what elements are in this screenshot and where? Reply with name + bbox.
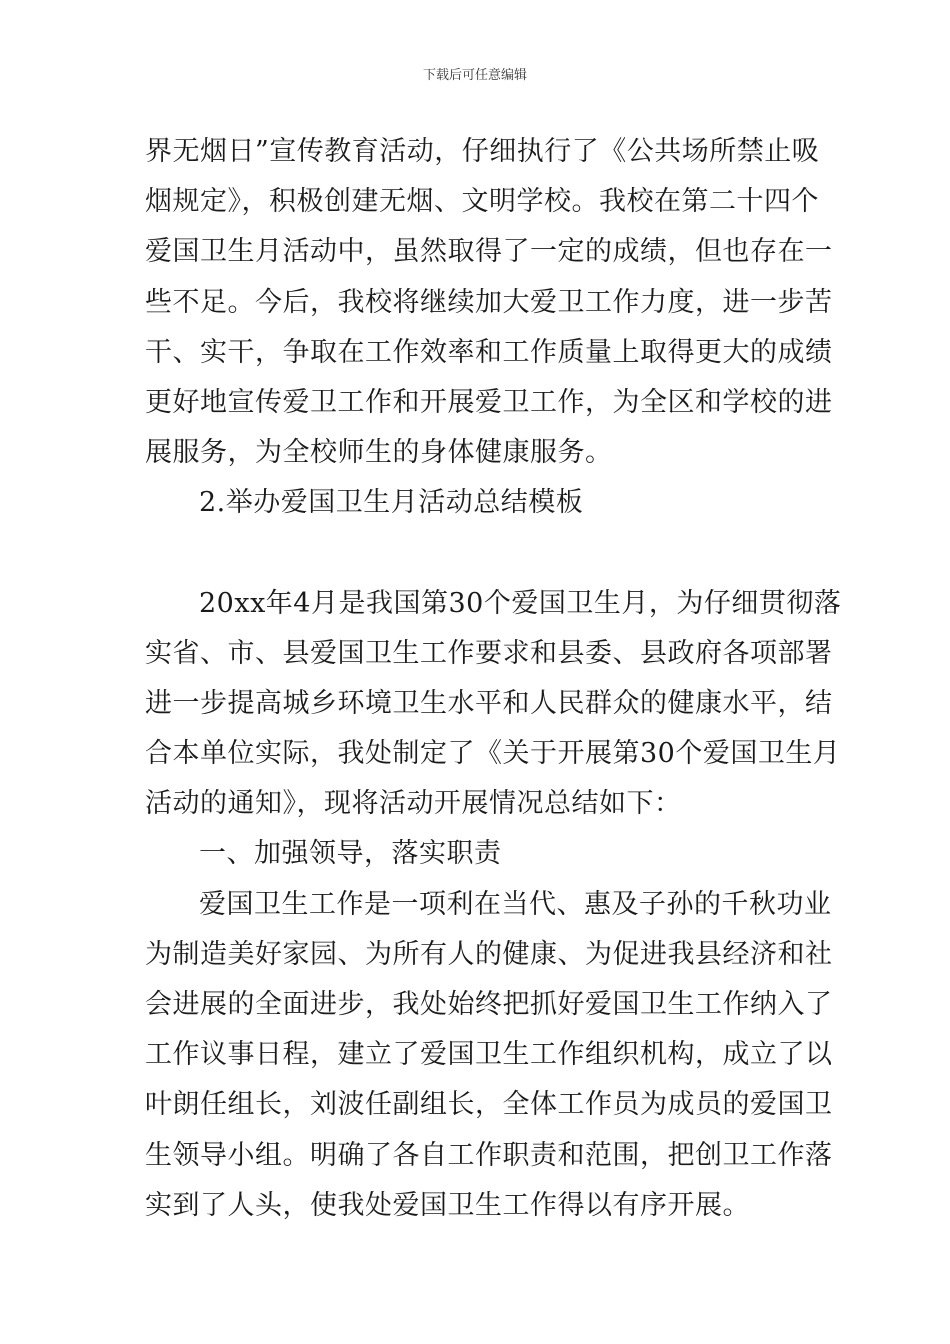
paragraph-line: 生领导小组。明确了各自工作职责和范围，把创卫工作落 — [145, 1139, 833, 1171]
blank-line — [145, 529, 810, 579]
paragraph-line: 爱国卫生月活动中，虽然取得了一定的成绩，但也存在一 — [145, 236, 833, 268]
paragraph-line: 更好地宣传爱卫工作和开展爱卫工作，为全区和学校的进 — [145, 386, 833, 418]
paragraph-line: 活动的通知》，现将活动开展情况总结如下： — [145, 788, 682, 820]
paragraph-line: 烟规定》，积极创建无烟、文明学校。我校在第二十四个 — [145, 186, 819, 218]
paragraph-line: 工作议事日程，建立了爱国卫生工作组织机构，成立了以 — [145, 1039, 833, 1071]
subheading: 一、加强领导，落实职责 — [199, 838, 502, 870]
paragraph-line: 实省、市、县爱国卫生工作要求和县委、县政府各项部署 — [145, 637, 833, 669]
paragraph-line: 干、实干，争取在工作效率和工作质量上取得更大的成绩 — [145, 336, 833, 368]
paragraph-line: 实到了人头，使我处爱国卫生工作得以有序开展。 — [145, 1189, 750, 1221]
paragraph-line: 界无烟日”宣传教育活动，仔细执行了《公共场所禁止吸 — [145, 136, 820, 167]
paragraph-line: 为制造美好家园、为所有人的健康、为促进我县经济和社 — [145, 938, 833, 970]
paragraph-line: 叶朗任组长，刘波任副组长，全体工作员为成员的爱国卫 — [145, 1089, 833, 1121]
paragraph-line: 进一步提高城乡环境卫生水平和人民群众的健康水平，结 — [145, 687, 833, 719]
paragraph-line: 20xx年4月是我国第30个爱国卫生月，为仔细贯彻落 — [199, 587, 842, 619]
paragraph-line: 会进展的全面进步，我处始终把抓好爱国卫生工作纳入了 — [145, 989, 833, 1020]
paragraph-line: 爱国卫生工作是一项利在当代、惠及子孙的千秋功业 — [199, 888, 832, 920]
document-body — [145, 127, 842, 1231]
section-title: 2.举办爱国卫生月活动总结模板 — [199, 487, 584, 519]
paragraph-line: 合本单位实际，我处制定了《关于开展第30个爱国卫生月 — [145, 738, 841, 770]
paragraph-line: 展服务，为全校师生的身体健康服务。 — [145, 437, 613, 469]
paragraph-line: 些不足。今后，我校将继续加大爱卫工作力度，进一步苦 — [145, 286, 833, 318]
page-header: 下载后可任意编辑 — [422, 68, 527, 83]
